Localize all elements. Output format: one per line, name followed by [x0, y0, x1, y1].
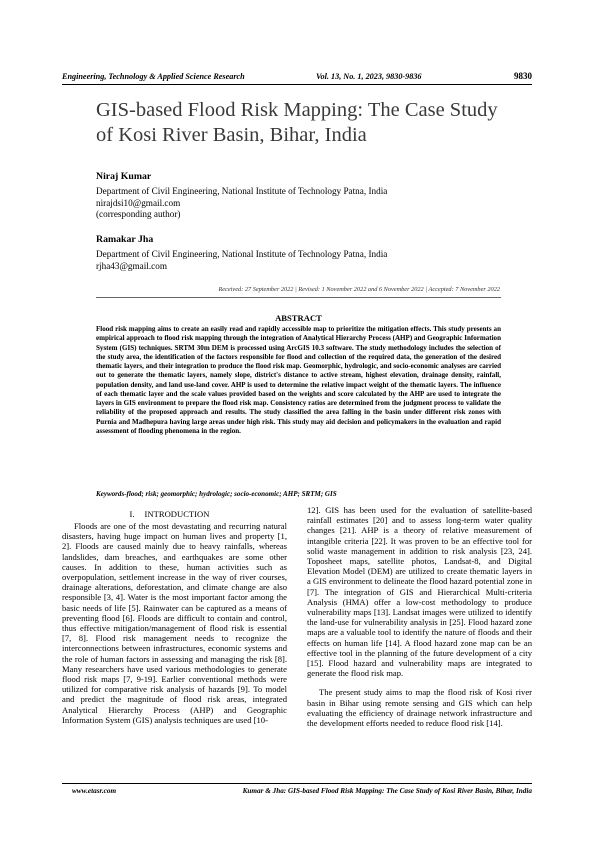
author-block-2 — [96, 234, 501, 272]
journal-name: Engineering, Technology & Applied Science Research — [62, 72, 245, 81]
footer-citation: Kumar & Jha: GIS-based Flood Risk Mapping: The Case Study of Kosi River Basin, Bihar, India — [242, 787, 532, 795]
abstract-heading: ABSTRACT — [275, 313, 322, 323]
author-email[interactable]: rjha43@gmail.com — [96, 260, 167, 271]
running-header — [62, 71, 532, 85]
page-number: 9830 — [514, 71, 532, 81]
abstract-text: Flood risk mapping aims to create an easily read and rapidly accessible map to prioritize the mitigation effects. This study presents an empirical approach to flood risk mapping through the integration of Analytical Hierarchy Process (AHP) and Geographic Information System (GIS) techniques. SRTM 30m DEM is processed using ArcGIS 10.3 software. The study methodology includes the selection of the study area, the identification of the factors responsible for flood and collection of the required data, the generation of the desired thematic layers, and their integration to produce the flood risk map. Geomorphic, hydrologic, and socio-economic analyses are carried out to generate the thematic layers, namely slope, district's distance to active stream, highest elevation, drainage density, rainfall, population density, and land use-land cover. AHP is used to determine the relative impact weight of the thematic layers. The influence of each thematic layer and the scale values provided based on the weights and score calculated by the AHP are used to integrate the layers in GIS environment to prepare the flood risk map. Consistency ratios are determined from the judgment process to validate the reliability of the proposed approach and results. The study classified the area falling in the basin under different risk zones with Purnia and Madhepura having large areas under high risk. This study may aid decision and policymakers in the evaluation and rapid assessment of flooding phenomena in the region. — [96, 325, 501, 435]
author-affiliation: Department of Civil Engineering, National Institute of Technology Patna, India — [96, 186, 388, 196]
author-email[interactable]: nirajdsi10@gmail.com — [96, 197, 181, 208]
page-footer — [62, 787, 532, 799]
author-block-1 — [96, 171, 501, 221]
author-name: Ramakar Jha — [96, 234, 154, 245]
author-name: Niraj Kumar — [96, 171, 152, 182]
body-paragraph: 12]. GIS has been used for the evaluation of satellite-based rainfall estimates [20] and to assess long-term water quality changes [21]. AHP is a theory of relative measurement of intangible criteria [22]. It was proven to be an effective tool for solid waste management in addition to risk analysis [23, 24]. Toposheet maps, satellite photos, Landsat-8, and Digital Elevation Model (DEM) are utilized to create thematic layers in a GIS environment to delineate the flood hazard potential zone in [7]. The integration of GIS and Hierarchical Multi-criteria Analysis (HMA) offer a low-cost methodology to produce vulnerability maps [13]. Landsat images were utilized to identify the land-use for vulnerability analysis in [25]. Flood hazard zone maps are a valuable tool to identify the nature of floods and their effects on human life [14]. A flood hazard zone map can be an effective tool in the planning of the future development of a city [15]. Flood hazard and vulnerability maps are integrated to generate the flood risk map. — [307, 505, 532, 679]
body-paragraph: Floods are one of the most devastating and recurring natural disasters, having huge impact on human lives and property [1, 2]. Floods are caused mainly due to heavy rainfalls, whereas landslides, dam breaches, and earthquakes are some other causes. In addition to these, human activities such as overpopulation, settlement increase in the way of river courses, drainage alterations, deforestation, and climate change are also responsible [3, 4]. Water is the most important factor among the basic needs of life [5]. Rainwater can be captured as a means of preventing flood [6]. Floods are difficult to contain and control, thus effective mitigation/management of flood risk is essential [7, 8]. Flood risk management needs to recognize the interconnections between infrastructures, economic systems and the role of human factors in assessing and managing the risk [8]. Many researchers have used various methodologies to generate flood risk maps [7, 9-19]. Earlier conventional methods were utilized for comparative risk analysis of hazards [9]. To model and predict the magnitude of flood risk areas, integrated Analytical Hierarchy Process (AHP) and Geographic Information System (GIS) analysis techniques are used [10- — [62, 521, 287, 725]
section-heading — [62, 509, 287, 519]
header-rule — [62, 84, 532, 85]
body-paragraph: The present study aims to map the flood risk of Kosi river basin in Bihar using remote sensing and GIS which can help evaluating the efficiency of drainage network infrastructure and the development efforts needed to reduce flood risk [14]. — [307, 687, 532, 729]
paper-title: GIS-based Flood Risk Mapping: The Case Study of Kosi River Basin, Bihar, India — [96, 99, 498, 146]
right-column — [307, 505, 532, 728]
section-number: I. — [129, 509, 135, 519]
volume-info: Vol. 13, No. 1, 2023, 9830-9836 — [316, 72, 422, 81]
submission-dates: Received: 27 September 2022 | Revised: 1 November 2022 and 6 November 2022 | Accepted: 7 November 2022 — [218, 286, 500, 293]
dates-rule — [96, 297, 501, 298]
keywords: Keywords-flood; risk; geomorphic; hydrologic; socio-economic; AHP; SRTM; GIS — [96, 490, 337, 498]
footer-rule — [62, 783, 532, 784]
author-affiliation: Department of Civil Engineering, National Institute of Technology Patna, India — [96, 249, 388, 259]
journal-website-link[interactable]: www.etasr.com — [72, 787, 117, 795]
author-note: (corresponding author) — [96, 209, 181, 219]
section-title: INTRODUCTION — [144, 509, 210, 519]
left-column — [62, 521, 287, 725]
